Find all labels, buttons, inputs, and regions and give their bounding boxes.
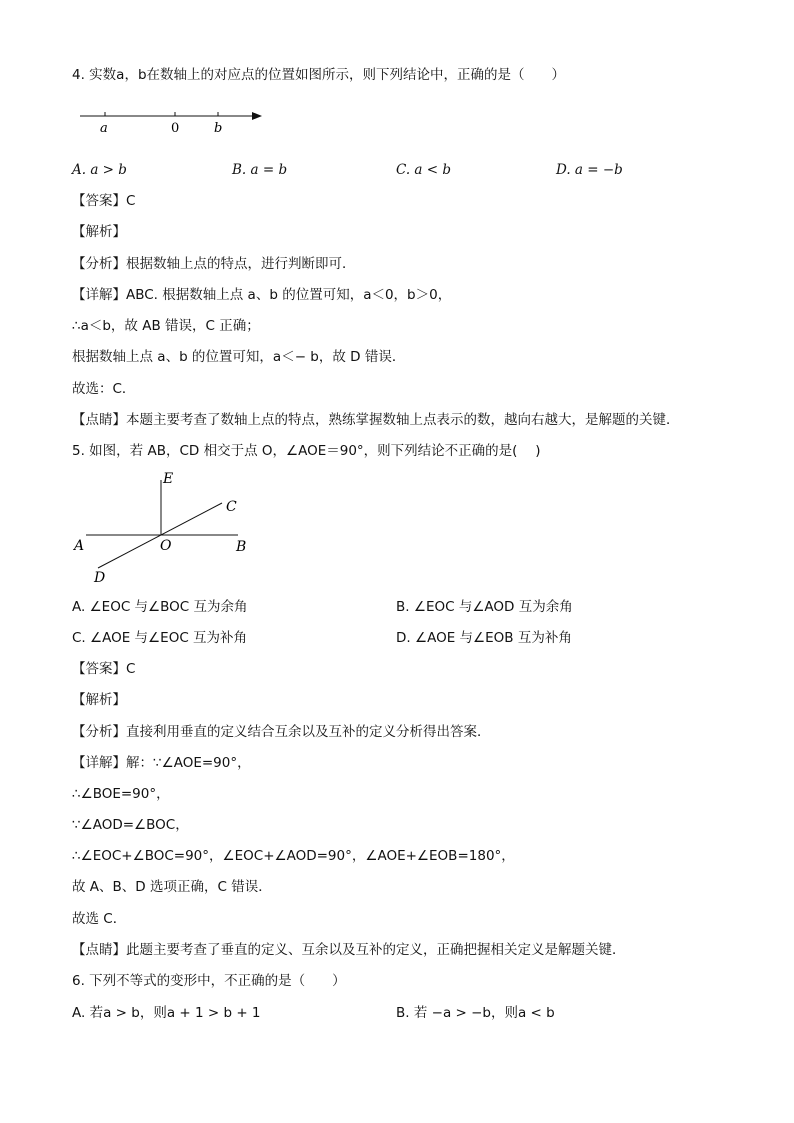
q4-stem: 4. 实数a，b在数轴上的对应点的位置如图所示，则下列结论中，正确的是（ ） <box>72 67 566 83</box>
axis-label-a: a <box>100 121 108 136</box>
fig-label-b: B <box>236 539 247 555</box>
q6-stem: 6. 下列不等式的变形中，不正确的是（ ） <box>72 973 346 989</box>
q5-comment: 【点睛】此题主要考查了垂直的定义、互余以及互补的定义，正确把握相关定义是解题关键． <box>72 942 626 958</box>
axis-label-zero: 0 <box>171 121 180 136</box>
q5-answer: 【答案】C <box>72 661 136 677</box>
q5-stem: 5. 如图，若 AB，CD 相交于点 O，∠AOE＝90°，则下列结论不正确的是( ) <box>72 443 541 459</box>
axis-label-b: b <box>214 121 223 136</box>
q6-option-a: A. 若a > b，则a + 1 > b + 1 <box>72 1005 261 1021</box>
q6-option-b: B. 若 −a > −b，则a < b <box>396 1005 555 1021</box>
q4-option-d: D. a = −b <box>556 162 623 178</box>
q4-choose: 故选：C． <box>72 381 136 397</box>
fig-label-d: D <box>94 570 106 586</box>
q4-answer: 【答案】C <box>72 193 136 209</box>
q5-option-c: C. ∠AOE 与∠EOC 互为补角 <box>72 630 248 646</box>
q5-choose: 故选 C． <box>72 911 127 927</box>
q4-detail-1: 【详解】ABC. 根据数轴上点 a、b 的位置可知，a＜0，b＞0， <box>72 287 452 303</box>
fig-label-a: A <box>74 538 85 554</box>
q4-option-a: A. a > b <box>72 162 127 178</box>
q4-comment: 【点睛】本题主要考查了数轴上点的特点，熟练掌握数轴上点表示的数，越向右越大，是解题的关键． <box>72 412 680 428</box>
fig-label-o: O <box>160 538 172 554</box>
q4-analysis-heading: 【解析】 <box>72 224 126 240</box>
fig-label-c: C <box>226 499 237 515</box>
q5-analysis-heading: 【解析】 <box>72 692 126 708</box>
q5-detail-5: 故 A、B、D 选项正确，C 错误． <box>72 879 272 895</box>
q5-detail-1: 【详解】解：∵∠AOE=90°， <box>72 755 251 771</box>
q5-option-b: B. ∠EOC 与∠AOD 互为余角 <box>396 599 573 615</box>
intersecting-lines-figure <box>72 468 272 588</box>
q4-option-c: C. a < b <box>396 162 452 178</box>
q5-fenxi: 【分析】直接利用垂直的定义结合互余以及互补的定义分析得出答案． <box>72 724 491 740</box>
q5-option-a: A. ∠EOC 与∠BOC 互为余角 <box>72 599 248 615</box>
q5-detail-3: ∵∠AOD=∠BOC， <box>72 817 189 833</box>
q4-option-b: B. a = b <box>232 162 288 178</box>
q4-detail-3: 根据数轴上点 a、b 的位置可知，a＜− b，故 D 错误． <box>72 349 406 365</box>
q4-detail-2: ∴a＜b，故 AB 错误，C 正确； <box>72 318 260 334</box>
q4-fenxi: 【分析】根据数轴上点的特点，进行判断即可． <box>72 256 356 272</box>
number-line-figure <box>80 106 280 136</box>
q5-detail-2: ∴∠BOE=90°， <box>72 786 170 802</box>
fig-label-e: E <box>163 471 174 487</box>
q5-option-d: D. ∠AOE 与∠EOB 互为补角 <box>396 630 572 646</box>
q5-detail-4: ∴∠EOC+∠BOC=90°，∠EOC+∠AOD=90°，∠AOE+∠EOB=180°， <box>72 848 515 864</box>
